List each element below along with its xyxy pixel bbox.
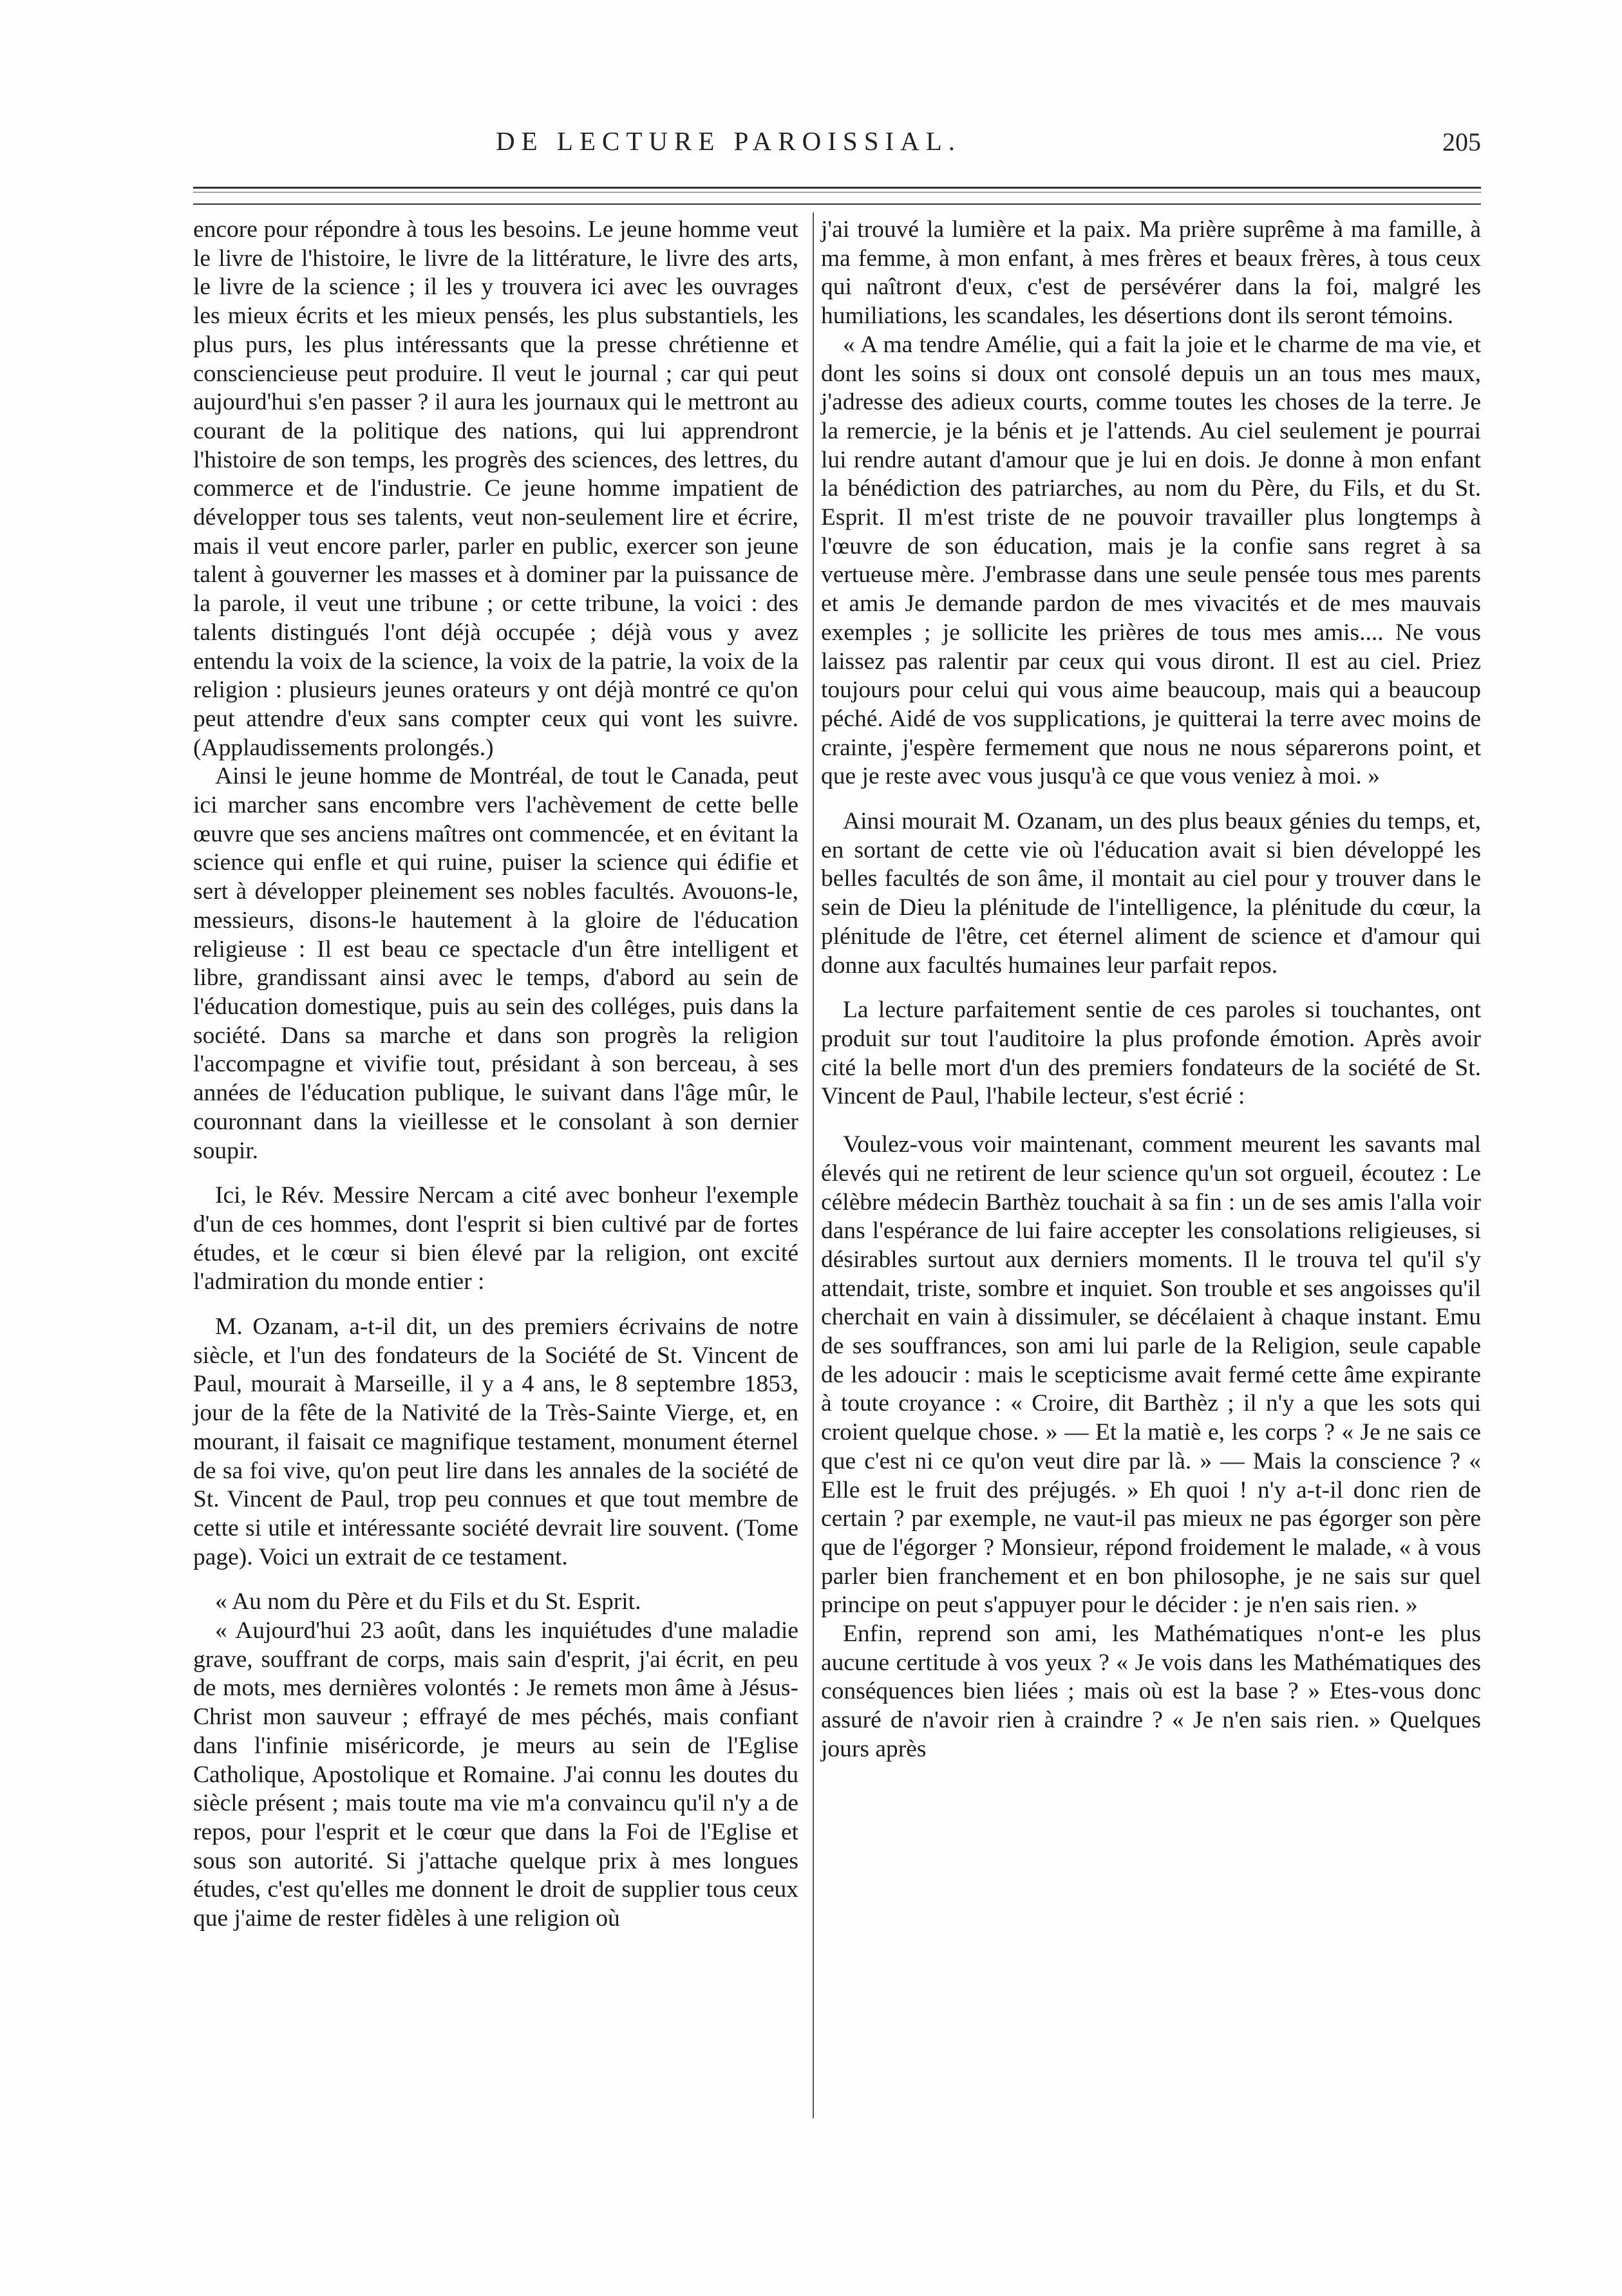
header-rule-lower: [193, 203, 1481, 205]
header-rule-thick: [193, 187, 1481, 189]
right-column: [821, 216, 1481, 1764]
paragraph: j'ai trouvé la lumière et la paix. Ma prière suprême à ma famille, à ma femme, à mon enfant, à mes frères et beaux frères, à tous ceux qui naîtront d'eux, c'est de persévérer dans la foi, malgré les humiliations, les scandales, les désertions dont ils seront témoins.: [821, 216, 1481, 330]
paragraph: Ainsi le jeune homme de Montréal, de tout le Canada, peut ici marcher sans encombre vers l'achèvement de cette belle œuvre que ses anciens maîtres ont commencée, et en évitant la science qui enfle et qui ruine, puiser la science qui édifie et sert à développer pleinement ses nobles facultés. Avouons-le, messieurs, disons-le hautement à la gloire de l'éducation religieuse : Il est beau ce spectacle d'un être intelligent et libre, grandissant ainsi avec le temps, d'abord au sein de l'éducation domestique, puis au sein des colléges, puis dans la société. Dans sa marche et dans son progrès la religion l'accompagne et vivifie tout, présidant à son berceau, à ses années de l'éducation publique, le suivant dans l'âge mûr, le couronnant dans la vieillesse et le consolant à son dernier soupir.: [193, 763, 798, 1164]
column-divider: [813, 212, 814, 2118]
paragraph: Voulez-vous voir maintenant, comment meurent les savants mal élevés qui ne retirent de leur science qu'un sot orgueil, écoutez : Le célèbre médecin Barthèz touchait à sa fin : un de ses amis l'alla voir dans l'espérance de lui faire accepter les consolations religieuses, si désirables surtout aux derniers moments. Il le trouva tel qu'il s'y attendait, triste, sombre et inquiet. Son trouble et ses angoisses qu'il cherchait en vain à dissimuler, se décélaient à chaque instant. Emu de ses souffrances, son ami lui parle de la Religion, seule capable de les adoucir : mais le scepticisme avait fermé cette âme expirante à toute croyance : « Croire, dit Barthèz ; il n'y a que les sots qui croient quelque chose. » — Et la matiè e, les corps ? « Je ne sais ce que c'est ni ce qu'on veut dire par là. » — Mais la conscience ? « Elle est le fruit des préjugés. » Eh quoi ! n'y a-t-il donc rien de certain ? par exemple, ne vaut-il pas mieux ne pas égorger son père que de l'égorger ? Monsieur, répond froidement le malade, « à vous parler bien franchement et en bon philosophe, je ne sais sur quel principe on peut s'appuyer pour le décider : je n'en sais rien. »: [821, 1131, 1481, 1619]
header-rule-thin: [193, 192, 1481, 193]
paragraph: « Aujourd'hui 23 août, dans les inquiétudes d'une maladie grave, souffrant de corps, mais sain d'esprit, j'ai écrit, en peu de mots, mes dernières volontés : Je remets mon âme à Jésus-Christ mon sauveur ; effrayé de mes péchés, mais confiant dans l'infinie miséricorde, je meurs au sein de l'Eglise Catholique, Apostolique et Romaine. J'ai connu les doutes du siècle présent ; mais toute ma vie m'a convaincu qu'il n'y a de repos, pour l'esprit et le cœur que dans la Foi de l'Eglise et sous son autorité. Si j'attache quelque prix à mes longues études, c'est qu'elles me donnent le droit de supplier tous ceux que j'aime de rester fidèles à une religion où: [193, 1617, 798, 1932]
left-column: [193, 216, 798, 1934]
paragraph: Enfin, reprend son ami, les Mathématiques n'ont-e les plus aucune certitude à vos yeux ? « Je vois dans les Mathématiques des conséquences bien liées ; mais où est la base ? » Etes-vous donc assuré de n'avoir rien à craindre ? « Je n'en sais rien. » Quelques jours après: [821, 1621, 1481, 1762]
paragraph: Ici, le Rév. Messire Nercam a cité avec bonheur l'exemple d'un de ces hommes, dont l'esprit si bien cultivé par de fortes études, et le cœur si bien élevé par la religion, ont excité l'admiration du monde entier :: [193, 1182, 798, 1295]
paragraph: « Au nom du Père et du Fils et du St. Esprit.: [215, 1588, 641, 1615]
paragraph: encore pour répondre à tous les besoins. Le jeune homme veut le livre de l'histoire, le livre de la littérature, le livre des arts, le livre de la science ; il les y trouvera ici avec les ouvrages les mieux écrits et les mieux pensés, les plus substantiels, les plus purs, les plus intéressants que la presse chrétienne et consciencieuse peut produire. Il veut le journal ; car qui peut aujourd'hui s'en passer ? il aura les journaux qui le mettront au courant de la politique des nations, qui lui apprendront l'histoire de son temps, les progrès des sciences, des lettres, du commerce et de l'industrie. Ce jeune homme impatient de développer tous ses talents, veut non-seulement lire et écrire, mais il veut encore parler, parler en public, exercer son jeune talent à gouverner les masses et à dominer par la puissance de la parole, il veut une tribune ; or cette tribune, la voici : des talents distingués l'ont déjà occupée ; déjà vous y avez entendu la voix de la science, la voix de la patrie, la voix de la religion : plusieurs jeunes orateurs y ont déjà montré ce qu'on peut attendre d'eux sans compter ceux qui vont les suivre. (Applaudissements prolongés.): [193, 216, 798, 761]
page-number: 205: [1442, 127, 1481, 156]
running-header: [193, 126, 1481, 171]
paragraph: Ainsi mourait M. Ozanam, un des plus beaux génies du temps, et, en sortant de cette vie où l'éducation avait si bien développé les belles facultés de son âme, il montait au ciel pour y trouver dans le sein de Dieu la plénitude de l'intelligence, la plénitude du cœur, la plénitude de l'être, cet éternel aliment de science et d'amour qui donne aux facultés humaines leur parfait repos.: [821, 808, 1481, 979]
paragraph: « A ma tendre Amélie, qui a fait la joie et le charme de ma vie, et dont les soins si doux ont consolé depuis un an tous mes maux, j'adresse des adieux courts, comme toutes les choses de la terre. Je la remercie, je la bénis et je l'attends. Au ciel seulement je pourrai lui rendre autant d'amour que je lui en dois. Je donne à mon enfant la bénédiction des patriarches, au nom du Père, du Fils, et du St. Esprit. Il m'est triste de ne pouvoir travailler plus longtemps à l'œuvre de son éducation, mais je la confie sans regret à sa vertueuse mère. J'embrasse dans une seule pensée tous mes parents et amis Je demande pardon de mes vivacités et de mes mauvais exemples ; je sollicite les prières de tous mes amis.... Ne vous laissez pas ralentir par ceux qui vous diront. Il est au ciel. Priez toujours pour celui qui vous aime beaucoup, mais qui a beaucoup péché. Aidé de vos supplications, je quitterai la terre avec moins de crainte, j'espère fermement que nous ne nous séparerons point, et que je reste avec vous jusqu'à ce que vous veniez à moi. »: [821, 331, 1481, 790]
running-title: DE LECTURE PAROISSIAL.: [496, 126, 962, 156]
paragraph: M. Ozanam, a-t-il dit, un des premiers écrivains de notre siècle, et l'un des fondateurs de la Société de St. Vincent de Paul, mourait à Marseille, il y a 4 ans, le 8 septembre 1853, jour de la fête de la Nativité de la Très-Sainte Vierge, et, en mourant, il faisait ce magnifique testament, monument éternel de sa foi vive, qu'on peut lire dans les annales de la société de St. Vincent de Paul, trop peu connues et que tout membre de cette si utile et intéressante société devrait lire souvent. (Tome page). Voici un extrait de ce testament.: [193, 1313, 798, 1570]
paragraph: La lecture parfaitement sentie de ces paroles si touchantes, ont produit sur tout l'auditoire la plus profonde émotion. Après avoir cité la belle mort d'un des premiers fondateurs de la société de St. Vincent de Paul, l'habile lecteur, s'est écrié :: [821, 997, 1481, 1110]
